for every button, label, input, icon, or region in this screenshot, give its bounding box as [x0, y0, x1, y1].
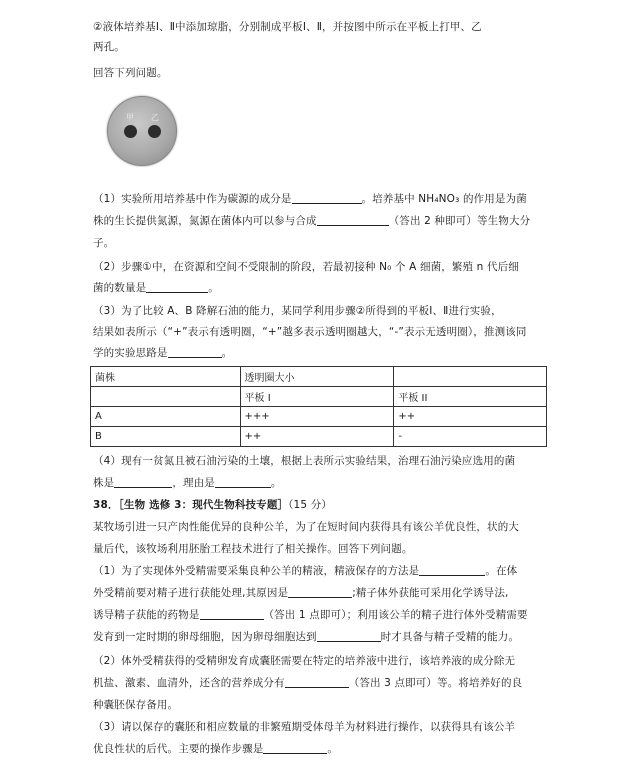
p38-intro-2: 量后代，该牧场利用胚胎工程技术进行了相关操作。回答下列问题。 — [93, 543, 413, 555]
hole-jia-label: 甲 — [126, 113, 134, 122]
p38-q2-text-b: 机盐、激素、血清外，还含的营养成分有 — [93, 677, 285, 689]
p38-q1-line-4 — [93, 630, 563, 644]
q4-blank-2 — [215, 476, 271, 488]
intro-line-3: 回答下列问题。 — [93, 67, 168, 79]
p38-q2-text-c: （答出 3 点即可）等。将培养好的良 — [348, 677, 523, 689]
row-b-strain: B — [91, 427, 241, 447]
q1-line-2 — [93, 214, 563, 228]
table-row — [91, 427, 547, 447]
p38-q1-text-f: （答出 1 点即可）；利用该公羊的精子进行体外受精需要 — [263, 609, 528, 621]
p38-q1-text-h: 时才具备与精子受精的能力。 — [380, 631, 520, 643]
section-38-heading — [93, 498, 563, 512]
header-zone: 透明圈大小 — [240, 367, 394, 387]
row-a-plate-2: ++ — [394, 407, 547, 427]
p38-q1-blank-2 — [288, 586, 352, 598]
p38-q1-text-d: ;精子体外获能可采用化学诱导法, — [352, 587, 509, 599]
intro-line-1: ②液体培养基Ⅰ、Ⅱ中添加琼脂，分别制成平板Ⅰ、Ⅱ，并按图中所示在平板上打甲、乙 — [93, 21, 482, 33]
p38-q1-text-e: 诱导精子获能的药物是 — [93, 609, 200, 621]
p38-q2-line-2 — [93, 676, 563, 690]
q1-text-c: 株的生长提供氮源，氮源在菌体内可以参与合成 — [93, 215, 317, 227]
q1-line-3: 子。 — [93, 237, 115, 249]
header-empty — [394, 367, 547, 387]
p38-q3-text-b: 优良性状的后代。主要的操作步骤是 — [93, 743, 264, 755]
section-38-points: （15 分） — [288, 499, 332, 511]
q4-line-1: （4）现有一贫氮且被石油污染的土壤，根据上表所示实验结果，治理石油污染应选用的菌 — [93, 455, 516, 467]
q2-line-2 — [93, 281, 563, 295]
q2-text-b: 菌的数量是 — [93, 282, 147, 294]
row-a-plate-1: +++ — [240, 407, 394, 427]
p38-q1-blank-4 — [317, 630, 381, 642]
row-a-strain: A — [91, 407, 241, 427]
q3-text-d: 。 — [221, 347, 233, 359]
table-subheader-row — [91, 387, 547, 407]
subheader-empty — [91, 387, 241, 407]
p38-q2-line-1: （2）体外受精获得的受精卵发育成囊胚需要在特定的培养液中进行，该培养液的成分除无 — [93, 655, 516, 667]
hole-jia — [124, 125, 137, 138]
p38-q1-text-g: 发育到一定时期的卵母细胞，因为卵母细胞达到 — [93, 631, 317, 643]
p38-q1-text-b: 。在体 — [485, 565, 518, 577]
q4-line-2 — [93, 476, 563, 490]
p38-q3-line-2 — [93, 742, 563, 756]
p38-q1-line-2 — [93, 586, 563, 600]
q1-text-a: （1）实验所用培养基中作为碳源的成分是 — [93, 193, 292, 205]
p38-q3-blank — [263, 742, 327, 754]
results-table — [90, 366, 547, 447]
p38-intro-1: 某牧场引进一只产肉性能优异的良种公羊，为了在短时间内获得具有该公羊优良性，状的大 — [93, 521, 519, 533]
p38-q1-line-1 — [93, 564, 563, 578]
subheader-plate-2: 平板 II — [394, 387, 547, 407]
p38-q3-line-1: （3）请以保存的囊胚和相应数量的非繁殖期受体母羊为材料进行操作，以获得具有该公羊 — [93, 721, 516, 733]
q3-line-1: （3）为了比较 A、B 降解石油的能力，某同学利用步骤②所得到的平板Ⅰ、Ⅱ进行实验， — [93, 305, 502, 317]
p38-q2-line-3: 种囊胚保存备用。 — [93, 699, 179, 711]
p38-q1-text-a: （1）为了实现体外受精需要采集良种公羊的精液，精液保存的方法是 — [93, 565, 420, 577]
p38-q2-blank — [285, 676, 349, 688]
p38-q1-blank-1 — [419, 564, 485, 576]
q2-blank — [146, 281, 208, 293]
section-38-title: 38．［生物 选修 3：现代生物科技专题］ — [93, 499, 289, 511]
intro-line-2: 两孔。 — [93, 41, 125, 53]
q4-text-d: 。 — [270, 477, 282, 489]
p38-q1-line-3 — [93, 608, 563, 622]
p38-q1-text-c: 外受精前要对精子进行获能处理,其原因是 — [93, 587, 289, 599]
row-b-plate-2: - — [394, 427, 547, 447]
p38-q1-blank-3 — [200, 608, 264, 620]
subheader-plate-1: 平板 I — [240, 387, 394, 407]
q4-blank-1 — [114, 476, 172, 488]
row-b-plate-1: ++ — [240, 427, 394, 447]
petri-plate-figure — [107, 96, 177, 166]
q2-line-1: （2）步骤①中，在资源和空间不受限制的阶段，若最初接种 N₀ 个 A 细菌，繁殖 n 代后细 — [93, 261, 519, 273]
q3-line-2: 结果如表所示（“+”表示有透明圈，“+”越多表示透明圈越大，“-”表示无透明圈），推测该同 — [93, 326, 527, 338]
p38-q3-text-c: 。 — [327, 743, 339, 755]
hole-yi-label: 乙 — [151, 113, 159, 122]
q1-blank-1 — [292, 192, 362, 204]
header-strain: 菌株 — [91, 367, 241, 387]
table-row — [91, 407, 547, 427]
q1-text-d: （答出 2 种即可）等生物大分 — [388, 215, 531, 227]
hole-yi — [148, 125, 161, 138]
q3-text-c: 学的实验思路是 — [93, 347, 168, 359]
q1-text-b: 。培养基中 NH₄NO₃ 的作用是为菌 — [361, 193, 527, 205]
table-header-row — [91, 367, 547, 387]
q4-text-c: ，理由是 — [172, 477, 215, 489]
q2-text-c: 。 — [208, 282, 219, 294]
q4-text-b: 株是 — [93, 477, 115, 489]
q1-blank-2 — [317, 214, 389, 226]
q3-blank — [168, 346, 222, 358]
q1-line-1 — [93, 192, 563, 206]
q3-line-3 — [93, 346, 563, 360]
